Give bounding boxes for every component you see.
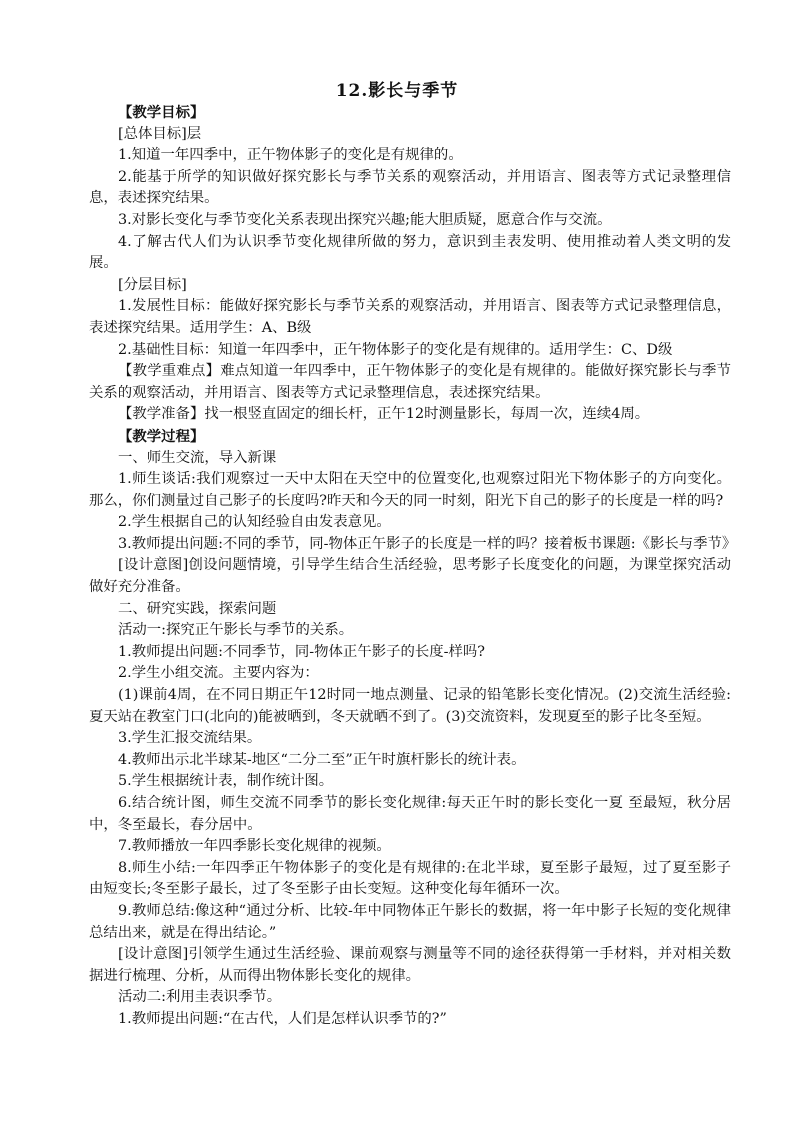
paragraph-step-2-3: 3.学生汇报交流结果。 — [118, 730, 262, 747]
paragraph-activity-1: 活动一:探究正午影长与季节的关系。 — [118, 622, 354, 639]
paragraph-activity-2: 活动二:利用圭表识季节。 — [118, 989, 282, 1006]
paragraph-step-2-2: 2.学生小组交流。主要内容为： — [118, 665, 319, 682]
paragraph-step-1-1: 1.师生谈话:我们观察过一天中太阳在天空中的位置变化,也观察过阳光下物体影子的方向变化。那么，你们测量过自己影子的长度吗?昨天和今天的同一时刻，阳光下自己的影子的长度是一样的吗? — [89, 471, 731, 509]
paragraph-design-intent-1: [设计意图]创设问题情境，引导学生结合生活经验，思考影子长度变化的问题，为课堂探究活动做好充分准备。 — [89, 557, 731, 596]
paragraph-design-intent-2: [设计意图]引领学生通过生活经验、课前观察与测量等不同的途径获得第一手材料，并对相关数据进行梳理、分析，从而得出物体影长变化的规律。 — [89, 946, 731, 984]
paragraph-step-1-3: 3.教师提出问题:不同的季节，同-物体正午影子的长度是一样的吗？接着板书课题:《影长与季节》 — [118, 535, 737, 552]
paragraph-goal-1: 1.知道一年四季中，正午物体影子的变化是有规律的。 — [118, 147, 463, 164]
paragraph-step-2-1: 1.教师提出问题:不同季节，同-物体正午影子的长度-样吗? — [118, 643, 486, 660]
paragraph-goal-3: 3.对影长变化与季节变化关系表现出探究兴趣;能大胆质疑，愿意合作与交流。 — [118, 211, 612, 228]
paragraph-step-2-8: 8.师生小结:一年四季正午物体影子的变化是有规律的:在北半球，夏至影子最短，过了夏至影子由短变长;冬至影子最长，过了冬至影子由长变短。这种变化每年循环一次。 — [89, 859, 731, 898]
paragraph-step-3-1: 1.教师提出问题:“在古代，人们是怎样认识季节的?” — [118, 1010, 447, 1027]
paragraph-tiered-goals-label: [分层目标] — [118, 276, 187, 293]
paragraph-heading-teaching-goals: 【教学目标】 — [118, 104, 205, 121]
paragraph-step-2-2-detail: (1)课前4周，在不同日期正午12时同一地点测量、记录的铅笔影长变化情况。(2)交流生活经验:夏天站在教室门口(北向的)能被晒到，冬天就晒不到了。(3)交流资料，发现夏至的影子比冬至短。 — [89, 687, 731, 725]
paragraph-key-difficulty: 【教学重难点】难点知道一年四季中，正午物体影子的变化是有规律的。能做好探究影长与季节关系的观察活动，并用语言、图表等方式记录整理信息，表述探究结果。 — [89, 363, 731, 401]
paragraph-step-2-7: 7.教师播放一年四季影长变化规律的视频。 — [118, 838, 391, 855]
paragraph-goal-2: 2.能基于所学的知识做好探究影长与季节关系的观察活动，并用语言、图表等方式记录整理信息，表述探究结果。 — [89, 168, 731, 207]
paragraph-tiered-goal-1: 1.发展性目标：能做好探究影长与季节关系的观察活动，并用语言、图表等方式记录整理信息，表述探究结果。适用学生：A、B级 — [89, 298, 731, 336]
paragraph-overall-goals-label: [总体目标]层 — [118, 125, 202, 142]
paragraph-tiered-goal-2: 2.基础性目标：知道一年四季中，正午物体影子的变化是有规律的。适用学生：C、D级 — [118, 341, 673, 358]
document-body — [89, 102, 737, 1031]
paragraph-step-2-4: 4.教师出示北半球某-地区“二分二至”正午时旗杆影长的统计表。 — [118, 751, 526, 768]
paragraph-heading-process: 【教学过程】 — [118, 427, 205, 445]
paragraph-section-1: 一、师生交流，导入新课 — [118, 449, 277, 466]
paragraph-step-2-9: 9.教师总结:像这种“通过分析、比较-年中同物体正午影长的数据，将一年中影子长短的变化规律总结出来，就是在得出结论。” — [89, 902, 731, 941]
document-title: 12.影长与季节 — [335, 81, 459, 101]
paragraph-step-1-2: 2.学生根据自己的认知经验自由发表意见。 — [118, 514, 391, 531]
paragraph-step-2-5: 5.学生根据统计表，制作统计图。 — [118, 773, 334, 790]
paragraph-goal-4: 4.了解古代人们为认识季节变化规律所做的努力，意识到圭表发明、使用推动着人类文明的发展。 — [89, 233, 731, 272]
paragraph-step-2-6: 6.结合统计图，师生交流不同季节的影长变化规律:每天正午时的影长变化一夏 至最短，秋分居中，冬至最长，春分居中。 — [89, 795, 731, 833]
paragraph-preparation: 【教学准备】找一根竖直固定的细长杆，正午12时测量影长，每周一次，连续4周。 — [118, 406, 650, 423]
paragraph-section-2: 二、研究实践，探索问题 — [118, 600, 277, 617]
